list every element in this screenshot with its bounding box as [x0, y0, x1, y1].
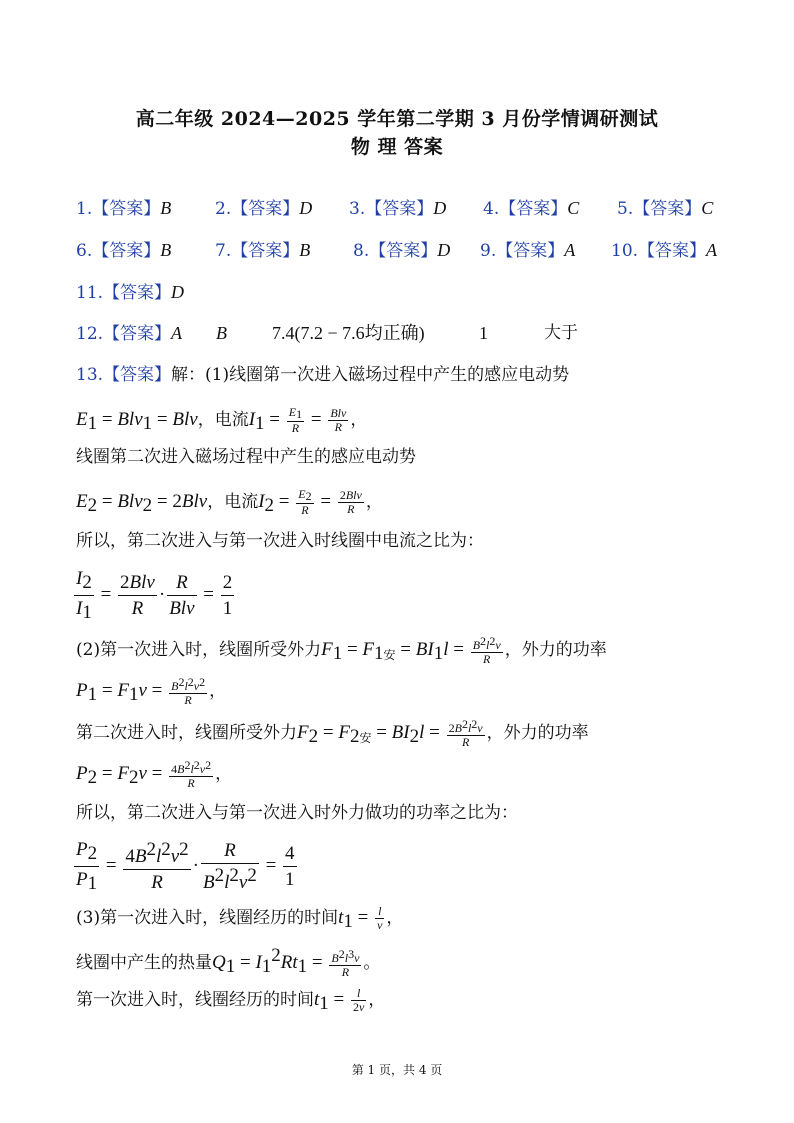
text-current-ratio: 所以，第二次进入与第一次进入时线圈中电流之比为：	[76, 531, 484, 551]
formula-p1: $P_1 = F_1v$ = $\frac{B^2l^2v^2}{R}$ ，	[76, 675, 227, 707]
formula-q1: 线圈中产生的热量$Q_1 = I_1^2Rt_1$ = $\frac{B^2l^3v}{R}$ 。	[76, 945, 381, 979]
answer-11: 11.【答案】D	[76, 282, 185, 303]
formula-power-ratio: $\frac{P_2}{P_1}$ = $\frac{4B^2l^2v^2}{R}$ · $\frac{R}{B^2l^2v^2}$ = $\frac{4}{1}$	[76, 839, 295, 894]
answer-item: 2.【答案】D	[215, 198, 313, 219]
answer-item: 4.【答案】C	[483, 198, 580, 219]
formula-e2: $E_2 = Blv_2 = 2Blv$，电流$I_2$ = $\frac{E_2}{R}$ = $\frac{\text{2Blv}}{R}$ ，	[76, 487, 383, 517]
formula-p2: $P_2 = F_2v$ = $\frac{4B^2l^2v^2}{R}$ ，	[76, 758, 233, 790]
answer-item: 5.【答案】C	[617, 198, 714, 219]
formula-f2: 第二次进入时，线圈所受外力$F_2 = F_{2安} = BI_2l$ = $\frac{2B^2l^2v}{R}$ ，外力的功率	[76, 717, 589, 749]
answer-item: 7.【答案】B	[215, 240, 311, 261]
formula-t1: (3)第一次进入时，线圈经历的时间$t_1$ = $\frac{l}{v}$ ，	[76, 904, 404, 932]
page-subtitle: 物 理 答案	[350, 136, 444, 158]
answer-item: 9.【答案】A	[480, 240, 576, 261]
formula-current-ratio: $\frac{I_2}{I_1}$ = $\frac{\text{2Blv}}{R}$ · $\frac{R}{\text{Blv}}$ = $\frac{2}{1}$	[76, 568, 233, 623]
page-footer: 第 1 页，共 4 页	[351, 1063, 443, 1077]
page-title: 高二年级 2024—2025 学年第二学期 3 月份学情调研测试	[135, 108, 659, 130]
answer-13-intro: 13.【答案】解：(1)线圈第一次进入磁场过程中产生的感应电动势	[76, 365, 570, 385]
answer-item: 6.【答案】B	[76, 240, 172, 261]
formula-e1: $E_1 = Blv_1$ = Blv，电流$I_1$ = $\frac{E_1}{R}$ = $\frac{\text{Blv}}{R}$ ，	[76, 405, 368, 435]
answer-item: 1.【答案】B	[76, 198, 172, 219]
answer-12: 12.【答案】A B 7.4(7.2 − 7.6均正确) 1 大于	[76, 323, 578, 344]
answer-item: 10.【答案】A	[611, 240, 718, 261]
answer-item: 8.【答案】D	[353, 240, 451, 261]
text-second-emf: 线圈第二次进入磁场过程中产生的感应电动势	[76, 447, 416, 467]
formula-f1: (2)第一次进入时，线圈所受外力$F_1 = F_{1安} = BI_1l$ = $\frac{B^2l^2v}{R}$ ，外力的功率	[76, 634, 607, 666]
text-power-ratio: 所以，第二次进入与第一次进入时外力做功的功率之比为：	[76, 803, 518, 823]
answer-item: 3.【答案】D	[349, 198, 447, 219]
formula-t1b: 第一次进入时，线圈经历的时间$t_1$ = $\frac{l}{2v}$ ，	[76, 986, 386, 1014]
